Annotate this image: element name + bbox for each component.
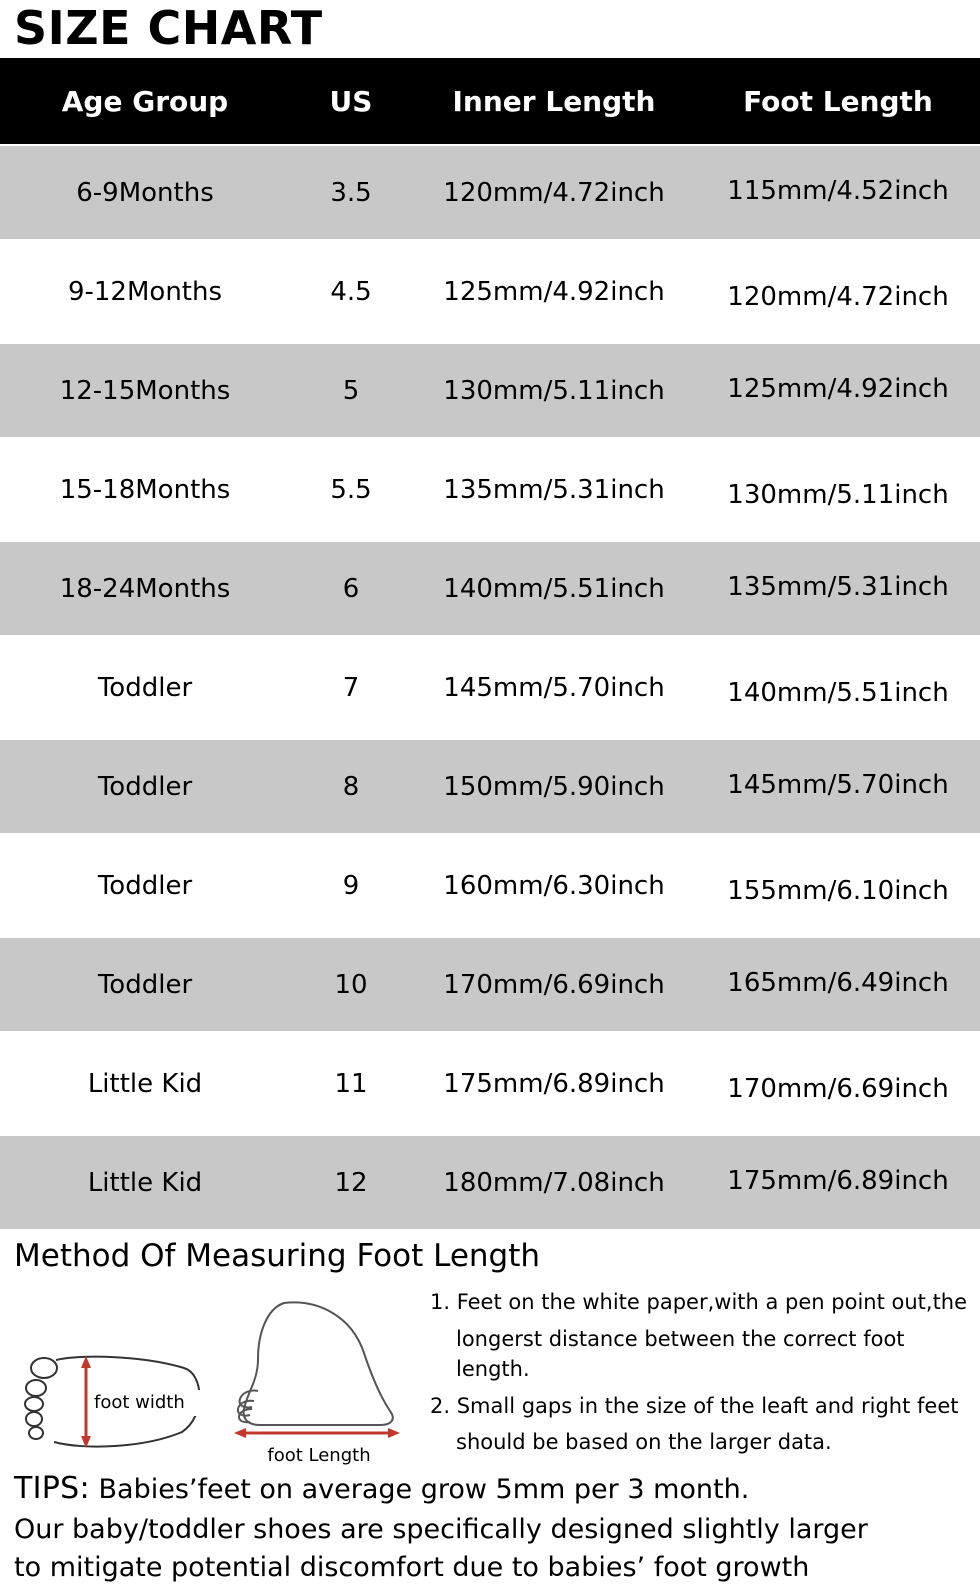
table-row xyxy=(0,937,980,1032)
foot-width-diagram xyxy=(14,1346,214,1466)
table-body xyxy=(0,145,980,1230)
cell-inner-length: 125mm/4.92inch xyxy=(412,240,696,343)
tips-line-2: Our baby/toddler shoes are specifically designed slightly larger xyxy=(14,1513,868,1545)
table-row xyxy=(0,1135,980,1230)
table-row xyxy=(0,240,980,343)
cell-inner-length: 130mm/5.11inch xyxy=(412,343,696,438)
cell-us: 3.5 xyxy=(290,145,412,240)
cell-foot-length: 135mm/5.31inch xyxy=(696,541,980,636)
cell-inner-length: 180mm/7.08inch xyxy=(412,1135,696,1230)
cell-inner-length: 120mm/4.72inch xyxy=(412,145,696,240)
column-header-inner-length: Inner Length xyxy=(412,58,696,145)
cell-foot-length: 175mm/6.89inch xyxy=(696,1135,980,1230)
cell-age-group: Toddler xyxy=(0,937,290,1032)
cell-inner-length: 150mm/5.90inch xyxy=(412,739,696,834)
cell-foot-length: 120mm/4.72inch xyxy=(696,240,980,343)
tips-section xyxy=(0,1466,980,1587)
table-row xyxy=(0,834,980,937)
cell-foot-length: 115mm/4.52inch xyxy=(696,145,980,240)
foot-length-diagram xyxy=(224,1295,414,1466)
foot-width-caption: foot width xyxy=(94,1392,185,1414)
cell-age-group: Toddler xyxy=(0,739,290,834)
cell-age-group: 18-24Months xyxy=(0,541,290,636)
foot-side-icon xyxy=(224,1295,414,1443)
method-heading: Method Of Measuring Foot Length xyxy=(14,1238,541,1275)
cell-age-group: Toddler xyxy=(0,636,290,739)
instruction-line-1: 1. Feet on the white paper,with a pen point out,the xyxy=(430,1290,968,1315)
cell-inner-length: 175mm/6.89inch xyxy=(412,1032,696,1135)
cell-foot-length: 145mm/5.70inch xyxy=(696,739,980,834)
cell-age-group: 9-12Months xyxy=(0,240,290,343)
page-title: SIZE CHART xyxy=(14,1,323,55)
cell-foot-length: 155mm/6.10inch xyxy=(696,834,980,937)
table-header xyxy=(0,58,980,145)
table-row xyxy=(0,739,980,834)
column-header-us: US xyxy=(290,58,412,145)
measuring-instructions xyxy=(420,1275,970,1463)
cell-inner-length: 145mm/5.70inch xyxy=(412,636,696,739)
cell-age-group: Little Kid xyxy=(0,1032,290,1135)
cell-us: 6 xyxy=(290,541,412,636)
foot-length-caption: foot Length xyxy=(267,1445,371,1467)
table-row xyxy=(0,541,980,636)
cell-foot-length: 165mm/6.49inch xyxy=(696,937,980,1032)
cell-foot-length: 125mm/4.92inch xyxy=(696,343,980,438)
cell-us: 8 xyxy=(290,739,412,834)
table-header-row xyxy=(0,58,980,145)
tips-label: TIPS: xyxy=(14,1471,90,1507)
cell-age-group: Toddler xyxy=(0,834,290,937)
cell-us: 12 xyxy=(290,1135,412,1230)
diagram-group xyxy=(14,1275,414,1466)
table-row xyxy=(0,438,980,541)
cell-age-group: Little Kid xyxy=(0,1135,290,1230)
cell-us: 10 xyxy=(290,937,412,1032)
column-header-foot-length: Foot Length xyxy=(696,58,980,145)
table-row xyxy=(0,145,980,240)
cell-foot-length: 170mm/6.69inch xyxy=(696,1032,980,1135)
cell-us: 7 xyxy=(290,636,412,739)
cell-foot-length: 130mm/5.11inch xyxy=(696,438,980,541)
cell-us: 4.5 xyxy=(290,240,412,343)
cell-age-group: 6-9Months xyxy=(0,145,290,240)
cell-us: 5.5 xyxy=(290,438,412,541)
cell-age-group: 15-18Months xyxy=(0,438,290,541)
tips-line-1 xyxy=(14,1468,970,1511)
table-row xyxy=(0,1032,980,1135)
instruction-line-3: 2. Small gaps in the size of the leaft and right feet xyxy=(430,1393,959,1418)
cell-inner-length: 170mm/6.69inch xyxy=(412,937,696,1032)
cell-inner-length: 140mm/5.51inch xyxy=(412,541,696,636)
instruction-line-4: should be based on the larger data. xyxy=(456,1430,832,1455)
cell-inner-length: 160mm/6.30inch xyxy=(412,834,696,937)
tips-text-1: Babies’feet on average grow 5mm per 3 month. xyxy=(98,1474,750,1506)
method-section xyxy=(0,1275,980,1466)
cell-foot-length: 140mm/5.51inch xyxy=(696,636,980,739)
table-row xyxy=(0,636,980,739)
tips-line-3: to mitigate potential discomfort due to babies’ foot growth xyxy=(14,1552,810,1584)
instruction-line-2: longerst distance between the correct foot length. xyxy=(456,1326,905,1382)
cell-us: 11 xyxy=(290,1032,412,1135)
column-header-age-group: Age Group xyxy=(0,58,290,145)
table-row xyxy=(0,343,980,438)
cell-inner-length: 135mm/5.31inch xyxy=(412,438,696,541)
size-chart-table xyxy=(0,58,980,1231)
cell-us: 5 xyxy=(290,343,412,438)
cell-us: 9 xyxy=(290,834,412,937)
cell-age-group: 12-15Months xyxy=(0,343,290,438)
